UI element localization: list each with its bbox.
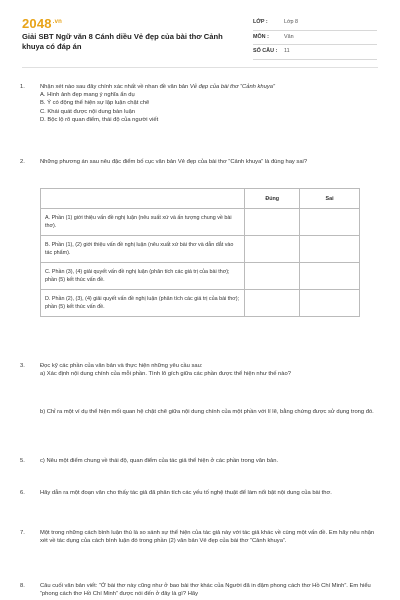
answer-option[interactable]: B. Ý có động thể hiện sự lập luận chặt chẽ (40, 100, 150, 107)
table-header: Sai (300, 189, 360, 209)
answer-option[interactable]: D. Bộc lộ rõ quan điểm, thái độ của người viết (40, 116, 159, 123)
meta-count-row (253, 45, 377, 60)
meta-subject-row (253, 31, 377, 46)
statement-cell: A. Phần (1) giới thiệu vấn đề nghị luận (nêu xuất xứ và ấn tượng chung về bài thơ). (41, 209, 245, 236)
true-false-table (40, 188, 360, 317)
question-number: 2. (20, 159, 25, 165)
table-header: Đúng (245, 189, 300, 209)
question-2 (20, 158, 380, 166)
meta-value: Lớp 8 (284, 19, 299, 25)
question-text: c) Nêu một điểm chung về thái độ, quan điểm của tác giả thể hiện ở các phần trong văn bản. (40, 458, 279, 464)
meta-value: 11 (284, 48, 290, 54)
site-logo[interactable]: $2048^{.vn}$ (22, 16, 63, 31)
statement-cell: C. Phần (3), (4) giải quyết vấn đề nghị luận (phân tích các giá trị của bài thơ); phần (5) kết thúc vấn đề. (41, 263, 245, 290)
answer-option[interactable]: A. Hình ảnh đẹp mang ý nghĩa ẩn dụ (40, 92, 135, 99)
question-subtext: a) Xác định nội dung chính của mỗi phần. Tình lô gích giữa các phần được thể hiện như thế nào? (40, 371, 291, 378)
question-3 (20, 362, 380, 378)
true-answer-cell[interactable] (245, 263, 300, 290)
question-number: 6. (20, 490, 25, 496)
table-row (41, 290, 360, 317)
meta-label: SỐ CÂU : (253, 48, 278, 54)
question-text-title: Vẻ đẹp của bài thơ “Cảnh khuya” (189, 84, 275, 90)
question-number: 3. (20, 363, 25, 369)
question-1 (20, 83, 380, 124)
question-text: Nhận xét nào sau đây chính xác nhất về nhan đề văn bản (40, 84, 190, 90)
false-answer-cell[interactable] (300, 263, 360, 290)
table-header-row (41, 189, 360, 209)
question-5 (20, 457, 380, 465)
question-8 (20, 582, 380, 598)
true-answer-cell[interactable] (245, 209, 300, 236)
meta-value: Văn (284, 33, 294, 40)
meta-label: LỚP : (253, 19, 268, 25)
question-text: Một trong những cách bình luận thú là so sánh sự thể hiện của tác giả này với tác giả khác về cùng một vấn đề. Em hãy nêu nhận xét về tác dụng của cách bình luận đó trong phần (2) văn bản Vẻ đẹp của bài thơ “Cảnh khuya”. (40, 530, 375, 545)
false-answer-cell[interactable] (300, 209, 360, 236)
true-answer-cell[interactable] (245, 290, 300, 317)
question-text: Đọc kỹ các phần của văn bản và thực hiện những yêu cầu sau: (40, 363, 203, 369)
question-number: 1. (20, 84, 25, 90)
table-header (41, 189, 245, 209)
page-header (0, 0, 400, 62)
question-text: Hãy dẫn ra một đoạn văn cho thấy tác giả đã phân tích các yếu tố nghệ thuật để làm nổi bật nội dung của bài thơ. (40, 490, 332, 496)
question-number: 5. (20, 458, 25, 464)
question-number: 7. (20, 530, 25, 536)
table-row (41, 263, 360, 290)
question-text: Những phương án sau nêu đặc điểm bố cục văn bản Vẻ đẹp của bài thơ “Cảnh khuya” là đúng hay sai? (40, 159, 308, 165)
question-text: Câu cuối văn bản viết: “Ở bài thơ này cũng như ở bao bài thơ khác của Người đã in đậm phong cách thơ Hồ Chí Minh”. Em hiểu “phong cách thơ Hồ Chí Minh” được nói đến ở đây là gì? Hãy (40, 583, 371, 598)
meta-label: MÔN : (253, 33, 269, 40)
statement-cell: B. Phần (1), (2) giới thiệu vấn đề nghị luận (nêu xuất xứ bài thơ và dẫn dắt vào tác phẩm). (41, 236, 245, 263)
question-7 (20, 529, 380, 545)
table-row (41, 236, 360, 263)
question-number: 8. (20, 583, 25, 589)
question-4 (20, 408, 380, 416)
table-row (41, 209, 360, 236)
question-6 (20, 489, 380, 497)
false-answer-cell[interactable] (300, 236, 360, 263)
document-meta (253, 16, 377, 60)
answer-option[interactable]: C. Khái quát được nội dung bàn luận (40, 108, 136, 115)
true-answer-cell[interactable] (245, 236, 300, 263)
document-title: Giải SBT Ngữ văn 8 Cánh diều Vẻ đẹp của bài thơ Cảnh khuya có đáp án (22, 32, 223, 51)
question-text: b) Chỉ ra một ví dụ thể hiện mối quan hệ chặt chẽ giữa nội dung chính của một phần với lí lẽ, bằng chứng được sử dụng trong đó. (40, 409, 374, 415)
false-answer-cell[interactable] (300, 290, 360, 317)
statement-cell: D. Phần (2), (3), (4) giải quyết vấn đề nghị luận (phân tích các giá trị của bài thơ); phần (5) kết thúc vấn đề. (41, 290, 245, 317)
header-divider (22, 67, 378, 68)
meta-class-row (253, 16, 377, 31)
